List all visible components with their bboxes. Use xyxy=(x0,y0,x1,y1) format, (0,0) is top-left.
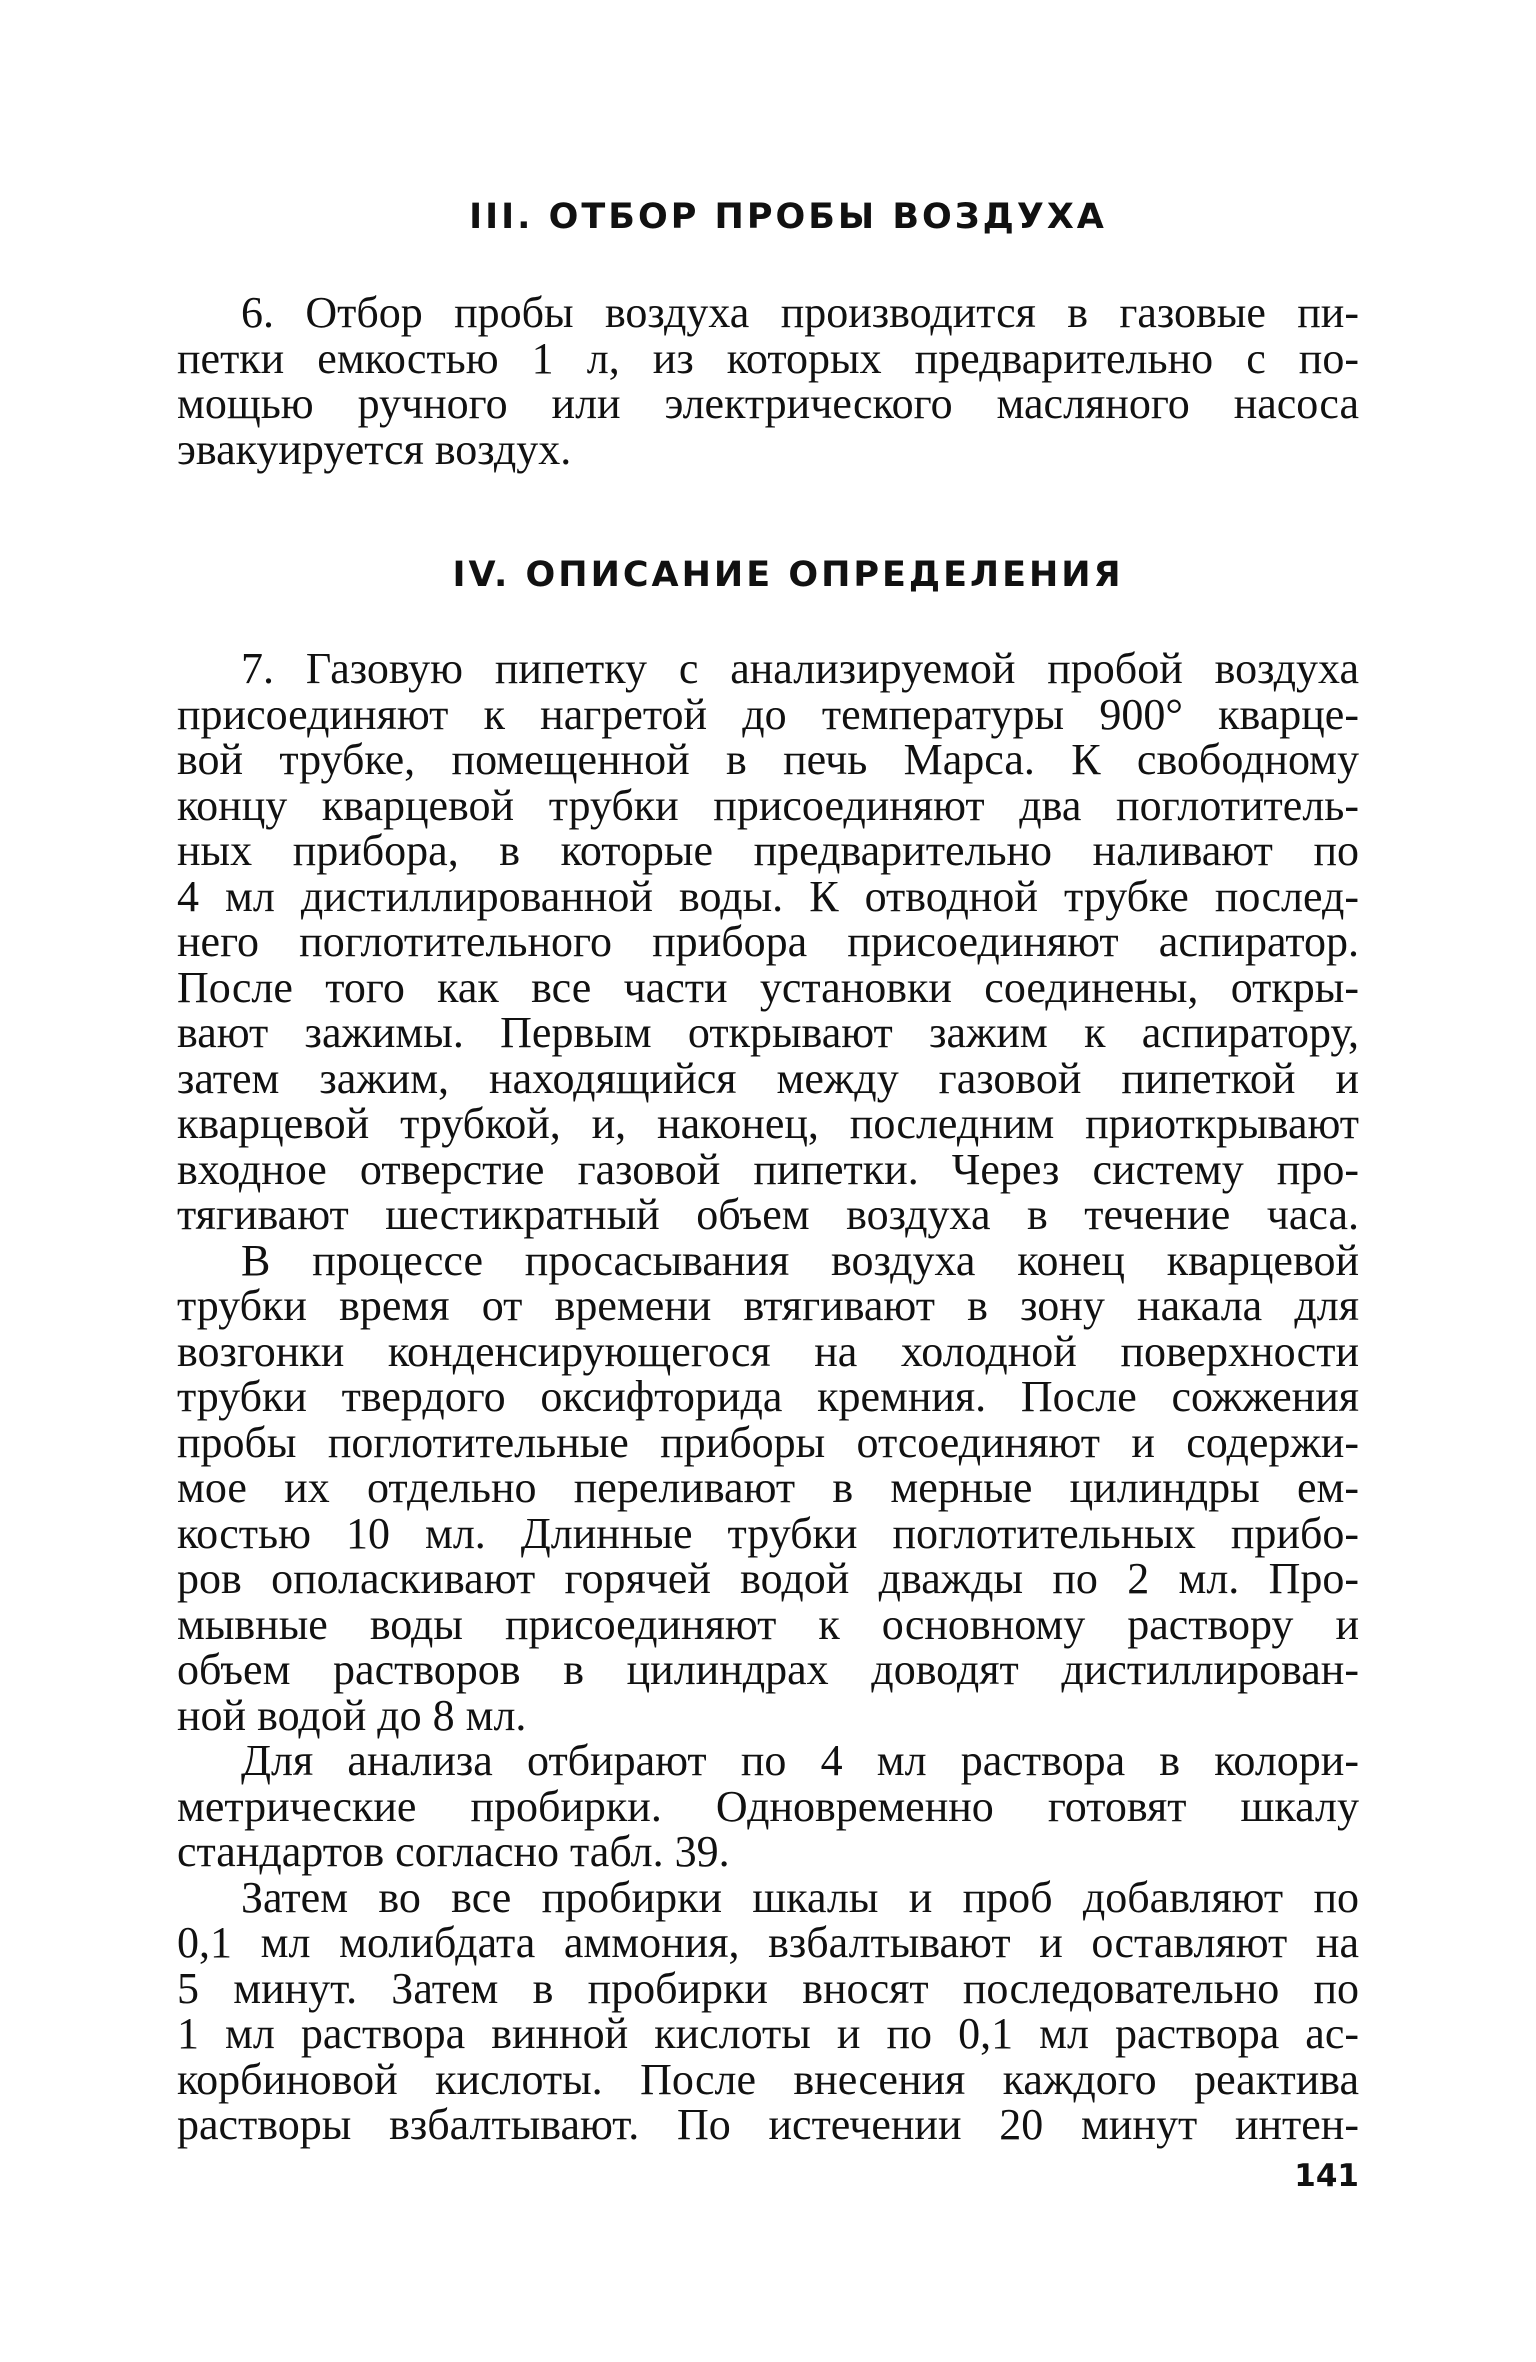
text-line: ров ополаскивают горячей водой дважды по 2 мл. Про- xyxy=(177,1554,1359,1603)
text-line: 5 минут. Затем в пробирки вносят последовательно по xyxy=(177,1963,1359,2013)
text-line: метрические пробирки. Одновременно готовят шкалу xyxy=(177,1781,1359,1831)
text-line: 1 мл раствора винной кислоты и по 0,1 мл раствора ас- xyxy=(177,2009,1359,2058)
text-line: затем зажим, находящийся между газовой пипеткой и xyxy=(177,1053,1359,1103)
text-line: ной водой до 8 мл. xyxy=(177,1690,527,1740)
text-line: кварцевой трубкой, и, наконец, последним приоткрывают xyxy=(177,1099,1359,1148)
text-line: 7. Газовую пипетку с анализируемой пробой воздуха xyxy=(241,644,1359,693)
text-line: входное отверстие газовой пипетки. Через систему про- xyxy=(177,1144,1359,1194)
text-line: петки емкостью 1 л, из которых предварительно с по- xyxy=(177,333,1359,383)
text-line: стандартов согласно табл. 39. xyxy=(177,1827,730,1876)
text-line: 0,1 мл молибдата аммония, взбалтывают и оставляют на xyxy=(177,1918,1359,1967)
text-line: В процессе просасывания воздуха конец кварцевой xyxy=(241,1235,1359,1285)
text-line: него поглотительного прибора присоединяют аспиратор. xyxy=(177,917,1359,966)
text-line: мое их отдельно переливают в мерные цилиндры ем- xyxy=(177,1463,1359,1512)
section-heading-3: III. ОТБОР ПРОБЫ ВОЗДУХА xyxy=(469,197,1107,237)
text-line: возгонки конденсирующегося на холодной поверхности xyxy=(177,1326,1359,1376)
text-line: присоединяют к нагретой до температуры 900° кварце- xyxy=(177,689,1359,739)
text-line: мывные воды присоединяют к основному раствору и xyxy=(177,1599,1359,1649)
page-number: 141 xyxy=(1294,2158,1359,2194)
text-line: пробы поглотительные приборы отсоединяют и содержи- xyxy=(177,1417,1359,1467)
text-line: эвакуируется воздух. xyxy=(177,424,572,474)
text-line: вают зажимы. Первым открывают зажим к аспиратору, xyxy=(177,1008,1359,1057)
section-heading-4: IV. ОПИСАНИЕ ОПРЕДЕЛЕНИЯ xyxy=(452,555,1124,595)
text-line: мощью ручного или электрического масляного насоса xyxy=(177,379,1359,428)
text-line: ных прибора, в которые предварительно наливают по xyxy=(177,826,1359,875)
paragraph-7 xyxy=(177,646,1359,2148)
text-line: трубки время от времени втягивают в зону накала для xyxy=(177,1281,1359,1330)
text-line: 6. Отбор пробы воздуха производится в газовые пи- xyxy=(241,288,1359,337)
text-line: После того как все части установки соединены, откры- xyxy=(177,962,1359,1012)
text-line: трубки твердого оксифторида кремния. После сожжения xyxy=(177,1372,1359,1421)
text-line: костью 10 мл. Длинные трубки поглотительных прибо- xyxy=(177,1508,1359,1558)
text-line: растворы взбалтывают. По истечении 20 минут интен- xyxy=(177,2100,1359,2149)
text-line: Затем во все пробирки шкалы и проб добавляют по xyxy=(241,1872,1359,1922)
text-line: вой трубке, помещенной в печь Марса. К свободному xyxy=(177,735,1359,784)
text-line: тягивают шестикратный объем воздуха в течение часа. xyxy=(177,1190,1359,1239)
text-line: Для анализа отбирают по 4 мл раствора в колори- xyxy=(241,1736,1359,1785)
text-line: объем растворов в цилиндрах доводят дистиллирован- xyxy=(177,1645,1359,1694)
text-line: концу кварцевой трубки присоединяют два поглотитель- xyxy=(177,780,1359,830)
text-line: корбиновой кислоты. После внесения каждого реактива xyxy=(177,2054,1359,2104)
paragraph-6 xyxy=(177,290,1359,472)
text-line: 4 мл дистиллированной воды. К отводной трубке послед- xyxy=(177,871,1359,921)
